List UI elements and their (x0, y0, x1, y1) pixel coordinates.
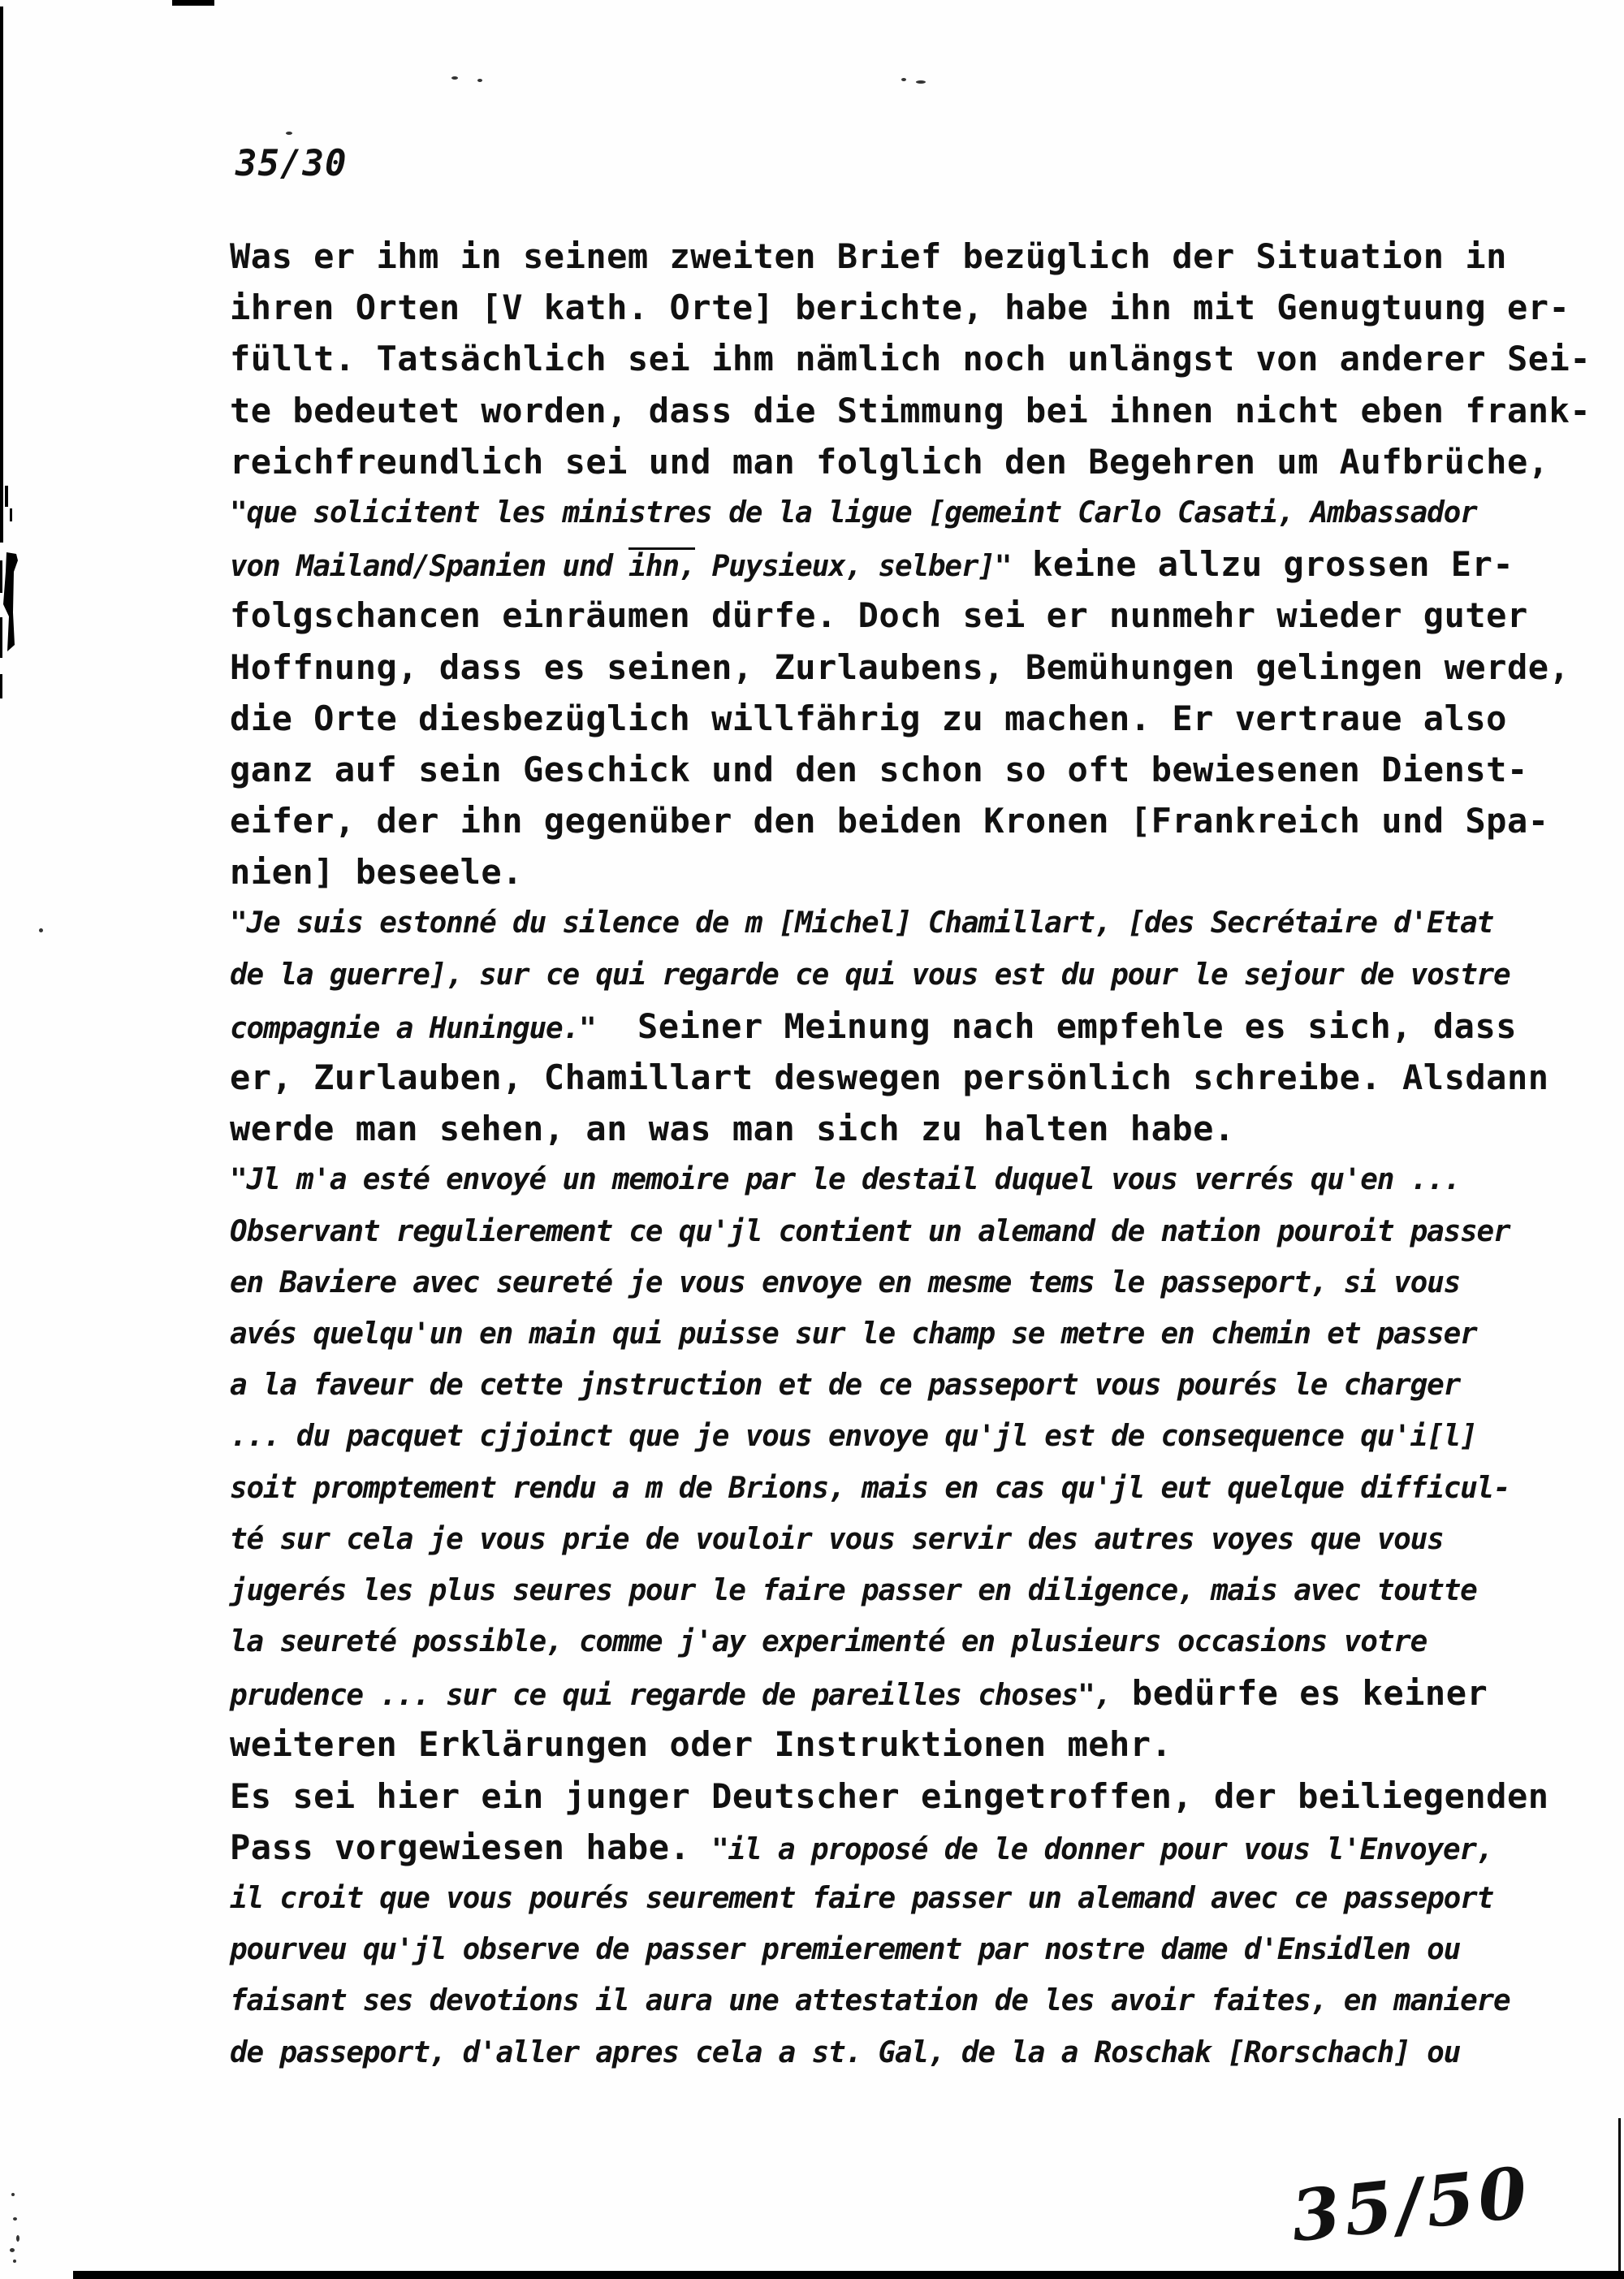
german-text-segment: ihren Orten [V kath. Orte] berichte, habe ihn mit Genugtuung er- (230, 288, 1570, 328)
text-line (230, 1771, 1578, 1822)
french-quote-segment: a la faveur de cette jnstruction et de ce passeport vous pourés le charger (230, 1369, 1461, 1403)
scan-edge-bar-bottom (73, 2271, 1624, 2279)
french-quote-segment: de la guerre], sur ce qui regarde ce qui vous est du pour le sejour de vostre (230, 958, 1510, 992)
german-text-segment: Es sei hier ein junger Deutscher eingetroffen, der beiliegenden (230, 1775, 1549, 1816)
scan-speck (901, 78, 906, 81)
french-quote-segment: "il a proposé de le donner pour vous l'Envoyer, (711, 1832, 1493, 1866)
scan-speck (16, 2235, 19, 2242)
french-quote-segment: "Je suis estonné du silence de m [Michel] Chamillart, [des Secrétaire d'Etat (230, 906, 1494, 941)
text-line (230, 1154, 1578, 1205)
text-line (230, 1308, 1578, 1360)
text-line (230, 1565, 1578, 1616)
french-quote-segment: Observant regulierement ce qu'jl contient un alemand de nation pouroit passer (230, 1214, 1510, 1248)
text-line (230, 1052, 1578, 1103)
text-line (230, 1924, 1578, 1975)
french-quote-segment: "Jl m'a esté envoyé un memoire par le destail duquel vous verrés qu'en ... (230, 1163, 1461, 1197)
scan-edge-line-left (0, 6, 3, 543)
german-text-segment: Pass vorgewiesen habe. (230, 1827, 712, 1867)
text-line (230, 1873, 1578, 1924)
german-text-segment: reichfreundlich sei und man folglich den Begehren um Aufbrüche, (230, 441, 1549, 482)
text-line (230, 1975, 1578, 2026)
french-quote-segment: il croit que vous pourés seurement faire passer un alemand avec ce passeport (230, 1882, 1494, 1915)
german-text-segment: weiteren Erklärungen oder Instruktionen mehr. (230, 1724, 1173, 1765)
german-text-segment: er, Zurlauben, Chamillart deswegen persönlich schreibe. Alsdann (230, 1057, 1549, 1097)
french-quote-segment: té sur cela je vous prie de vouloir vous servir des autres voyes que vous (230, 1522, 1444, 1556)
scan-speck (13, 2260, 16, 2263)
french-quote-segment: faisant ses devotions il aura une attestation de les avoir faites, en maniere (230, 1984, 1510, 2018)
text-line (230, 1001, 1578, 1052)
text-line (230, 1667, 1578, 1719)
scan-edge-mark-top (172, 0, 214, 6)
german-text-segment: folgschancen einräumen dürfe. Doch sei er nunmehr wieder guter (230, 595, 1528, 636)
text-line (230, 1463, 1578, 1514)
french-quote-segment: "que solicitent les ministres de la ligue [gemeint Carlo Casati, Ambassador (230, 495, 1477, 530)
margin-ink-stroke-2 (10, 508, 12, 521)
scan-edge-dash-left-3 (0, 674, 2, 698)
scan-speck (13, 2217, 17, 2221)
german-text-segment: eifer, der ihn gegenüber den beiden Kronen [Frankreich und Spa- (230, 801, 1549, 841)
text-line (230, 1257, 1578, 1308)
text-line (230, 1616, 1578, 1667)
text-line (230, 282, 1578, 333)
french-quote-segment: ihn, (628, 547, 695, 583)
french-quote-segment: compagnie a Huningue." (230, 1011, 596, 1045)
french-quote-segment: en Baviere avec seureté je vous envoye en mesme tems le passeport, si vous (230, 1265, 1461, 1300)
text-line (230, 1411, 1578, 1462)
scan-speck (39, 928, 43, 932)
text-line (230, 949, 1578, 1001)
french-quote-segment: avés quelqu'un en main qui puisse sur le champ se metre en chemin et passer (230, 1317, 1477, 1351)
french-quote-segment: Puysieux, selber]" (695, 550, 1012, 584)
scan-speck (916, 80, 926, 84)
scan-speck (11, 2193, 15, 2196)
text-line (230, 538, 1578, 590)
text-line (230, 231, 1578, 282)
german-text-segment: füllt. Tatsächlich sei ihm nämlich noch unlängst von anderer Sei- (230, 339, 1592, 379)
german-text-segment: keine allzu grossen Er- (1011, 544, 1514, 585)
scan-edge-line-right (1618, 2118, 1621, 2279)
text-line (230, 693, 1578, 744)
scan-speck (451, 76, 458, 80)
text-line (230, 1514, 1578, 1565)
french-quote-segment: pourveu qu'jl observe de passer premierement par nostre dame d'Ensidlen ou (230, 1933, 1461, 1967)
text-line (230, 1103, 1578, 1154)
german-text-segment: werde man sehen, an was man sich zu halten habe. (230, 1109, 1235, 1149)
german-text-segment: bedürfe es keiner (1111, 1673, 1488, 1714)
french-quote-segment: la seureté possible, comme j'ay experimenté en plusieurs occasions votre (230, 1625, 1427, 1659)
margin-ink-blot (0, 539, 24, 661)
page-number-header: 35/30 (235, 143, 348, 184)
german-text-segment: Seiner Meinung nach empfehle es sich, dass (595, 1005, 1518, 1046)
german-text-segment: Was er ihm in seinem zweiten Brief bezüglich der Situation in (230, 236, 1507, 276)
german-text-segment: ganz auf sein Geschick und den schon so oft bewiesenen Dienst- (230, 749, 1528, 789)
french-quote-segment: de passeport, d'aller apres cela a st. Gal, de la a Roschak [Rorschach] ou (230, 2035, 1461, 2069)
handwritten-folio-number: 35/50 (1287, 2151, 1535, 2259)
german-text-segment: te bedeutet worden, dass die Stimmung bei ihnen nicht eben frank- (230, 390, 1592, 430)
text-line (230, 642, 1578, 693)
text-line (230, 2027, 1578, 2078)
text-line (230, 1206, 1578, 1257)
text-line (230, 897, 1578, 949)
text-line (230, 1719, 1578, 1770)
german-text-segment: die Orte diesbezüglich willfährig zu machen. Er vertraue also (230, 698, 1507, 738)
french-quote-segment: soit promptement rendu a m de Brions, mais en cas qu'jl eut quelque difficul- (230, 1471, 1510, 1505)
text-line (230, 590, 1578, 641)
french-quote-segment: ... du pacquet cjjoinct que je vous envoye qu'jl est de consequence qu'i[l] (230, 1420, 1477, 1454)
text-line (230, 385, 1592, 436)
margin-ink-stroke-1 (5, 486, 8, 507)
text-line (230, 436, 1578, 487)
german-text-segment: Hoffnung, dass es seinen, Zurlaubens, Bemühungen gelingen werde, (230, 647, 1570, 687)
scan-speck (286, 132, 292, 135)
text-line (230, 333, 1592, 384)
french-quote-segment: prudence ... sur ce qui regarde de pareilles choses", (230, 1679, 1112, 1713)
text-line (230, 487, 1578, 538)
text-line (230, 744, 1578, 795)
text-line (230, 795, 1578, 846)
scan-speck (10, 2248, 15, 2252)
text-line (230, 846, 1578, 897)
text-line (230, 1822, 1578, 1873)
scan-speck (477, 79, 482, 82)
text-line (230, 1360, 1578, 1411)
german-text-segment: nien] beseele. (230, 852, 524, 893)
document-body (230, 231, 1592, 2078)
french-quote-segment: jugerés les plus seures pour le faire passer en diligence, mais avec toutte (230, 1573, 1477, 1607)
french-quote-segment: von Mailand/Spanien und (230, 550, 629, 584)
